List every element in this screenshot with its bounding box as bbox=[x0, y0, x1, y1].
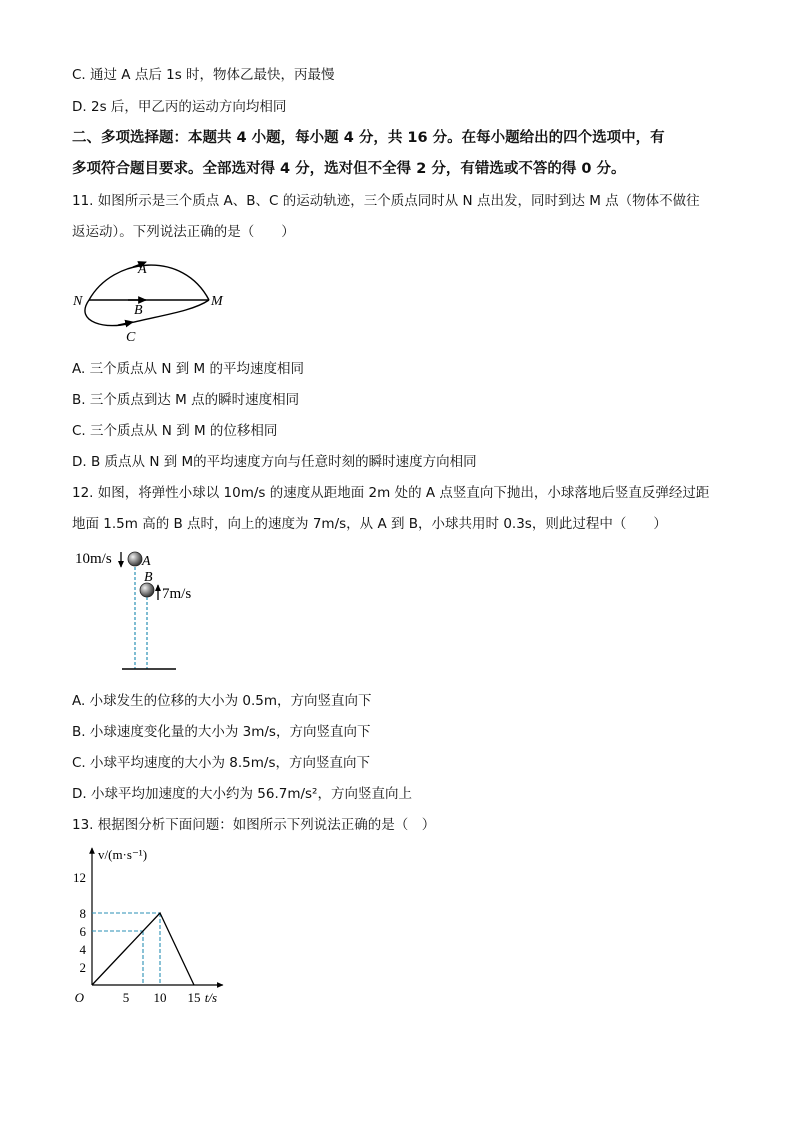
y-tick-label: 6 bbox=[79, 924, 86, 939]
y-tick-label: 8 bbox=[79, 906, 86, 921]
q11-option-c: C. 三个质点从 N 到 M 的位移相同 bbox=[72, 423, 278, 439]
q10-option-c: C. 通过 A 点后 1s 时，物体乙最快，丙最慢 bbox=[72, 67, 335, 83]
label-a: A bbox=[142, 554, 151, 569]
q12-option-d: D. 小球平均加速度的大小约为 56.7m/s²，方向竖直向上 bbox=[72, 786, 412, 802]
q10-option-d: D. 2s 后，甲乙丙的运动方向均相同 bbox=[72, 99, 287, 115]
x-tick-label: 10 bbox=[153, 990, 167, 1005]
section2-heading-line2: 多项符合题目要求。全部选对得 4 分，选对但不全得 2 分，有错选或不答的得 0 分。 bbox=[72, 161, 626, 177]
x-tick-label: 15 bbox=[187, 990, 201, 1005]
origin-label: O bbox=[74, 990, 84, 1005]
q12-stem-line1: 12. 如图，将弹性小球以 10m/s 的速度从距地面 2m 处的 A 点竖直向下抛出，小球落地后竖直反弹经过距 bbox=[72, 485, 710, 501]
speed-10: 10m/s bbox=[75, 551, 112, 567]
path-c bbox=[85, 300, 209, 326]
label-m: M bbox=[211, 294, 223, 309]
q12-option-c: C. 小球平均速度的大小为 8.5m/s，方向竖直向下 bbox=[72, 755, 371, 771]
y-tick-label: 12 bbox=[73, 870, 86, 885]
y-axis-label: v/(m·s⁻¹) bbox=[98, 847, 148, 862]
speed-7: 7m/s bbox=[162, 586, 192, 602]
label-n: N bbox=[73, 294, 83, 309]
y-tick-label: 4 bbox=[79, 942, 86, 957]
q11-stem-line2: 返运动）。下列说法正确的是（ ） bbox=[72, 224, 295, 240]
q11-stem-line1: 11. 如图所示是三个质点 A、B、C 的运动轨迹，三个质点同时从 N 点出发，同时到达 M 点（物体不做往 bbox=[72, 193, 700, 209]
y-tick-label: 2 bbox=[79, 960, 86, 975]
x-tick-label: 5 bbox=[122, 990, 130, 1005]
section2-heading-line1: 二、多项选择题：本题共 4 小题，每小题 4 分，共 16 分。在每小题给出的四个选项中，有 bbox=[72, 130, 665, 146]
q11-option-b: B. 三个质点到达 M 点的瞬时速度相同 bbox=[72, 392, 300, 408]
q11-trajectory-figure bbox=[68, 255, 238, 345]
label-a: A bbox=[138, 262, 147, 277]
q12-ball-figure bbox=[70, 545, 210, 675]
q11-option-a: A. 三个质点从 N 到 M 的平均速度相同 bbox=[72, 361, 304, 377]
q12-option-b: B. 小球速度变化量的大小为 3m/s，方向竖直向下 bbox=[72, 724, 371, 740]
q12-option-a: A. 小球发生的位移的大小为 0.5m，方向竖直向下 bbox=[72, 693, 372, 709]
label-b: B bbox=[134, 303, 143, 318]
ball-a bbox=[128, 552, 142, 566]
q12-stem-line2: 地面 1.5m 高的 B 点时，向上的速度为 7m/s，从 A 到 B，小球共用时 0.3s，则此过程中（ ） bbox=[72, 516, 667, 532]
x-axis-label: t/s bbox=[204, 990, 218, 1005]
ball-b bbox=[140, 583, 154, 597]
vt-chart bbox=[66, 842, 246, 1007]
q11-option-d: D. B 质点从 N 到 M的平均速度方向与任意时刻的瞬时速度方向相同 bbox=[72, 454, 477, 470]
label-c: C bbox=[126, 330, 136, 345]
label-b: B bbox=[144, 570, 153, 585]
path-a bbox=[89, 265, 209, 300]
q13-stem: 13. 根据图分析下面问题：如图所示下列说法正确的是（ ） bbox=[72, 817, 436, 833]
